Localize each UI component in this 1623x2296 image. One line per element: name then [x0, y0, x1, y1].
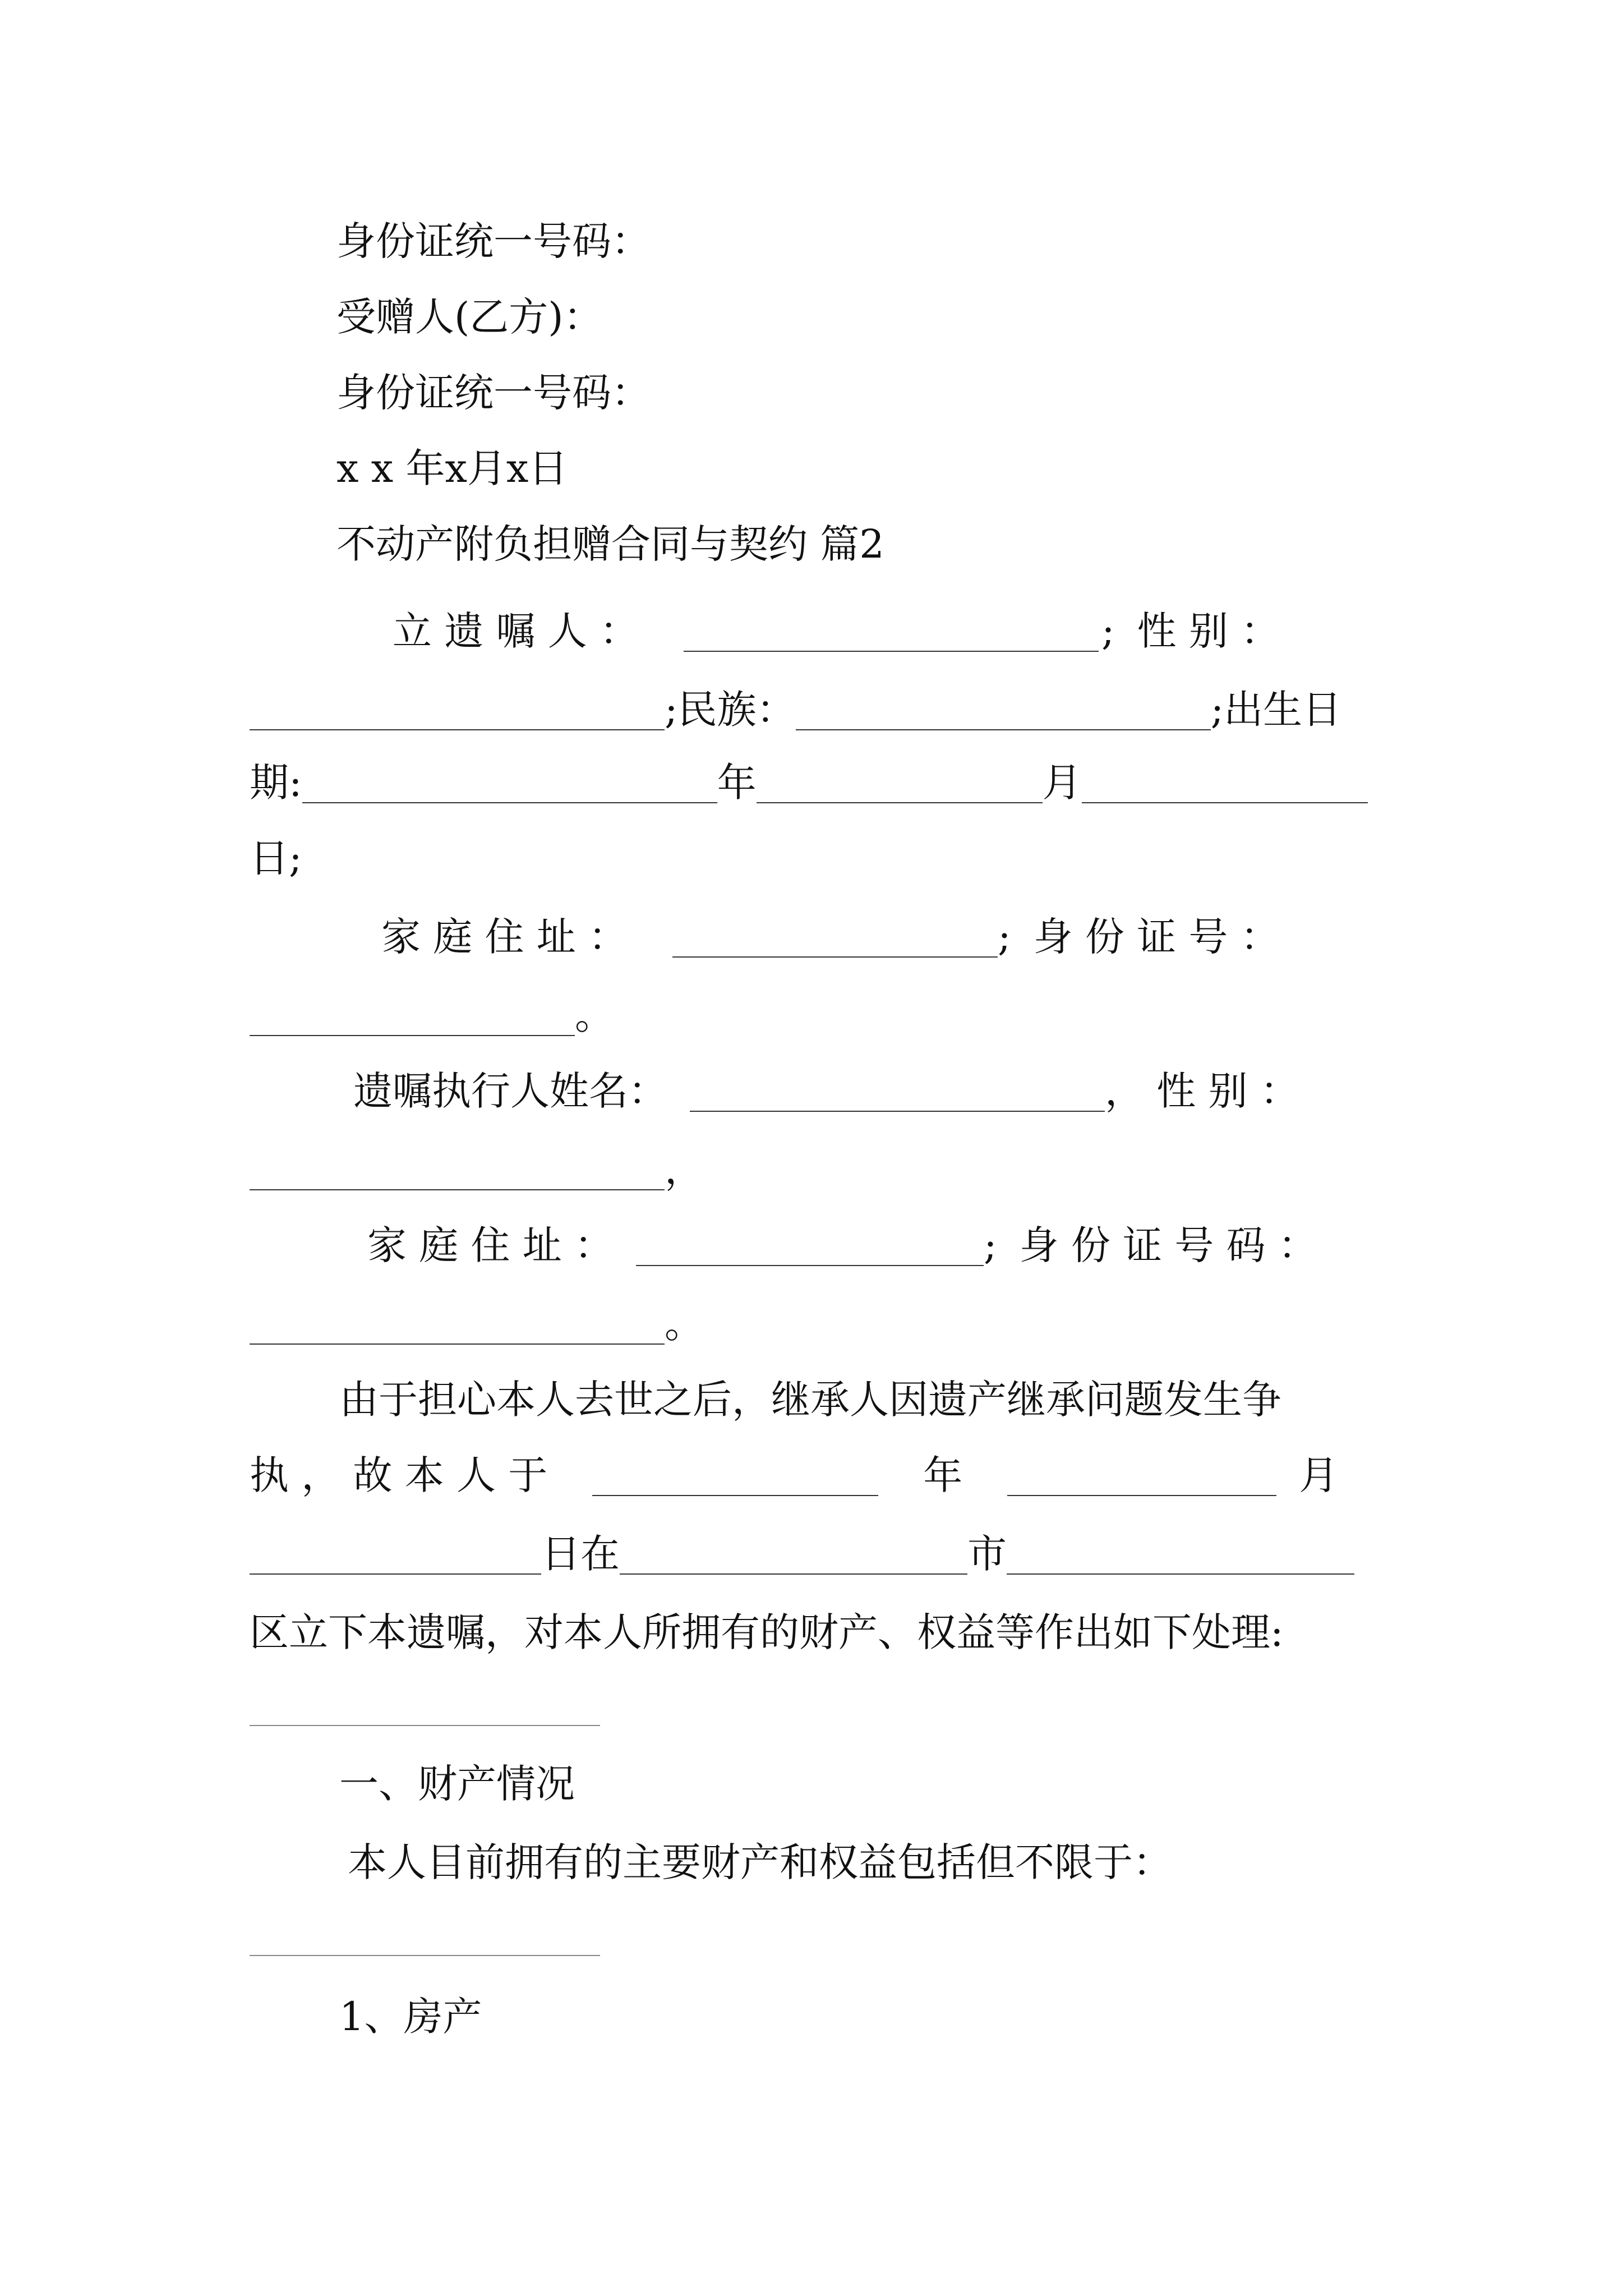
birth-date-line: 期: 年 月 — [250, 754, 1368, 811]
district-blank[interactable] — [1007, 1533, 1354, 1575]
address-blank-2[interactable] — [636, 1225, 984, 1266]
section-title: 不动产附负担赠合同与契约 篇2 — [336, 521, 884, 567]
birth-day-blank[interactable] — [1082, 762, 1368, 803]
id-number-label-2: 身份证统一号码： — [336, 370, 651, 416]
id-number-line-1: 。 — [250, 987, 614, 1043]
ethnicity-blank[interactable] — [796, 689, 1211, 730]
paragraph-line-1: 由于担心本人去世之后，继承人因遗产继承问题发生争 — [339, 1377, 1281, 1423]
heading-property: 一、财产情况 — [339, 1761, 575, 1807]
id-number-blank-2[interactable] — [250, 1303, 665, 1345]
will-month-blank[interactable] — [1007, 1455, 1276, 1496]
donee-label: 受赠人(乙方)： — [336, 294, 603, 340]
testator-name-blank[interactable] — [684, 610, 1099, 652]
executor-gender-blank[interactable] — [250, 1149, 665, 1190]
will-day-blank[interactable] — [250, 1533, 541, 1575]
executor-name-blank[interactable] — [690, 1070, 1105, 1112]
separator-rule-2 — [250, 1955, 600, 1956]
id-number-line-2: 。 — [250, 1296, 704, 1352]
id-number-blank-1[interactable] — [250, 995, 575, 1036]
paragraph-line-5: 本人目前拥有的主要财产和权益包括但不限于： — [348, 1839, 1172, 1885]
city-blank[interactable] — [620, 1533, 967, 1575]
item-real-estate: 1、房产 — [339, 1994, 482, 2040]
address-line-2: 家 庭 住 址 ： ; 身 份 证 号 码 ： — [367, 1222, 1317, 1268]
birth-year-blank[interactable] — [302, 762, 717, 803]
id-number-label-1: 身份证统一号码： — [336, 218, 651, 264]
testator-line: 立 遗 嘱 人 ： ; 性 别 ： — [393, 608, 1280, 654]
gender-blank[interactable] — [250, 689, 665, 730]
paragraph-line-4: 区立下本遗嘱，对本人所拥有的财产、权益等作出如下处理: — [250, 1609, 1284, 1655]
paragraph-line-2: 执 ， 故 本 人 于 年 月 — [250, 1452, 1339, 1498]
will-year-blank[interactable] — [592, 1455, 878, 1496]
birth-day-line: 日; — [250, 835, 302, 881]
address-line-1: 家 庭 住 址 ： ; 身 份 证 号 ： — [381, 914, 1280, 960]
address-blank-1[interactable] — [672, 916, 998, 958]
paragraph-line-3: 日在 市 — [250, 1526, 1354, 1582]
executor-line: 遗嘱执行人姓名： ， 性 别 ： — [353, 1068, 1299, 1114]
birth-month-blank[interactable] — [757, 762, 1043, 803]
separator-rule-1 — [250, 1725, 600, 1726]
executor-gender-line: ， — [250, 1142, 704, 1198]
ethnicity-line: ; 民族： ; 出生日 — [250, 682, 1341, 738]
signing-date: x x 年x月x日 — [336, 445, 568, 491]
